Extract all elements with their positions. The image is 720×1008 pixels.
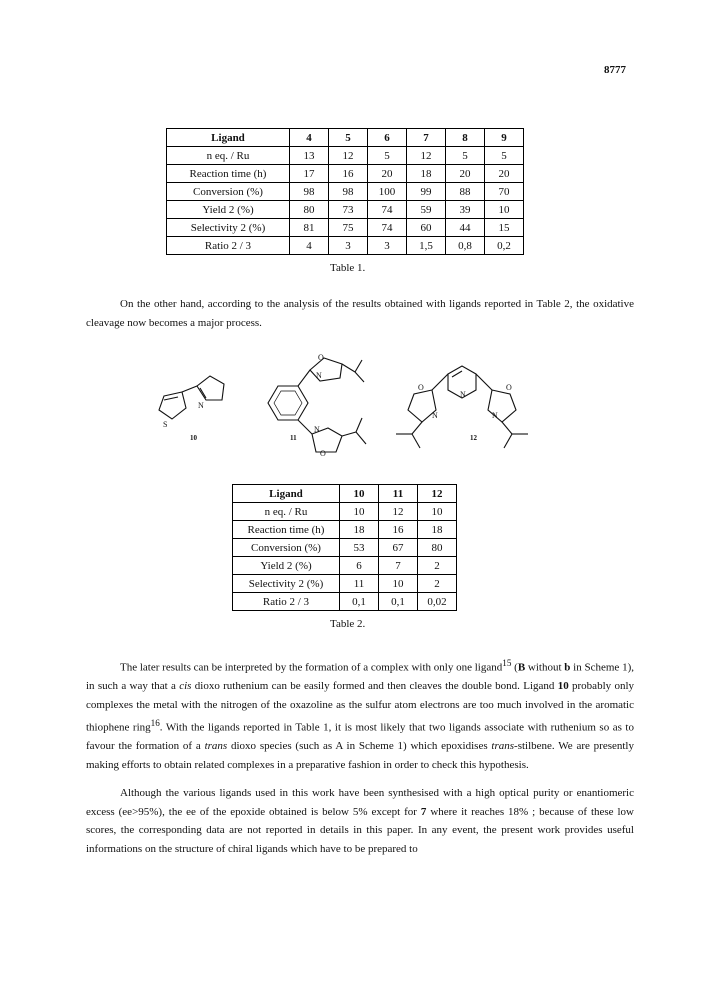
table-header-cell: 10	[340, 485, 379, 503]
table-cell: 74	[368, 201, 407, 219]
table-row-label: Conversion (%)	[233, 539, 340, 557]
table-cell: 20	[446, 165, 485, 183]
table-row	[233, 503, 457, 521]
table-cell: 99	[407, 183, 446, 201]
table-row	[233, 521, 457, 539]
table-row	[233, 575, 457, 593]
table-cell: 7	[379, 557, 418, 575]
table-cell: 10	[418, 503, 457, 521]
ligand-10-structure	[159, 376, 224, 419]
atom-nitrogen-label: N	[460, 390, 466, 399]
table-header-cell: Ligand	[167, 129, 290, 147]
table-cell: 39	[446, 201, 485, 219]
table-row-label: Yield 2 (%)	[233, 557, 340, 575]
table-cell: 18	[340, 521, 379, 539]
table-cell: 17	[290, 165, 329, 183]
table-cell: 0,8	[446, 237, 485, 255]
atom-nitrogen-label: N	[432, 411, 438, 420]
table-row	[167, 237, 524, 255]
table-row-label: Reaction time (h)	[233, 521, 340, 539]
table-row	[233, 557, 457, 575]
table-row	[167, 183, 524, 201]
table-2	[232, 484, 457, 611]
table-cell: 13	[290, 147, 329, 165]
atom-nitrogen-label: N	[314, 425, 320, 434]
table-cell: 74	[368, 219, 407, 237]
table-cell: 2	[418, 575, 457, 593]
table-1-caption: Table 1.	[330, 262, 366, 274]
table-row	[167, 201, 524, 219]
table-cell: 98	[329, 183, 368, 201]
table-cell: 18	[407, 165, 446, 183]
table-row-label: Reaction time (h)	[167, 165, 290, 183]
table-cell: 100	[368, 183, 407, 201]
table-cell: 80	[418, 539, 457, 557]
table-cell: 16	[379, 521, 418, 539]
table-cell: 5	[485, 147, 524, 165]
atom-nitrogen-label: N	[316, 371, 322, 380]
atom-oxygen-label: O	[320, 449, 326, 458]
table-row-label: Selectivity 2 (%)	[167, 219, 290, 237]
table-cell: 3	[368, 237, 407, 255]
table-cell: 98	[290, 183, 329, 201]
table-cell: 44	[446, 219, 485, 237]
table-row	[233, 593, 457, 611]
table-2-caption: Table 2.	[330, 618, 366, 630]
table-cell: 15	[485, 219, 524, 237]
table-header-cell: 4	[290, 129, 329, 147]
table-cell: 10	[485, 201, 524, 219]
page-number: 8777	[604, 64, 626, 76]
table-cell: 3	[329, 237, 368, 255]
compound-label-10: 10	[190, 434, 197, 442]
table-cell: 12	[407, 147, 446, 165]
compound-label-12: 12	[470, 434, 477, 442]
table-cell: 59	[407, 201, 446, 219]
atom-oxygen-label: O	[506, 383, 512, 392]
compound-label-11: 11	[290, 434, 297, 442]
table-header-cell: Ligand	[233, 485, 340, 503]
table-cell: 60	[407, 219, 446, 237]
table-header-cell: 9	[485, 129, 524, 147]
table-row-label: n eq. / Ru	[167, 147, 290, 165]
table-cell: 11	[340, 575, 379, 593]
table-header-cell: 11	[379, 485, 418, 503]
atom-oxygen-label: O	[418, 383, 424, 392]
table-row-label: n eq. / Ru	[233, 503, 340, 521]
atom-nitrogen-label: N	[492, 411, 498, 420]
table-cell: 53	[340, 539, 379, 557]
paragraph-optical-purity: Although the various ligands used in this work have been synthesised with a high optical purity or enantiomeric excess (ee>95%), the ee of the epoxide obtained is below 5% except for 7 where it reaches 18% ; because of these low scores, the corresponding data are not reported in details in this paper. In any event, the present work provides useful informations on the structure of chiral ligands which have to be prepared to	[86, 787, 634, 855]
table-row-label: Yield 2 (%)	[167, 201, 290, 219]
table-1	[166, 128, 524, 255]
table-cell: 0,02	[418, 593, 457, 611]
table-row	[167, 147, 524, 165]
table-header-row	[167, 129, 524, 147]
table-cell: 6	[340, 557, 379, 575]
table-row	[167, 219, 524, 237]
table-row	[167, 165, 524, 183]
ligand-structures-scheme	[150, 348, 570, 460]
paragraph-oxidative-cleavage: On the other hand, according to the analysis of the results obtained with ligands reported in Table 2, the oxidative cleavage now becomes a major process.	[86, 298, 634, 329]
table-cell: 0,1	[340, 593, 379, 611]
table-cell: 10	[340, 503, 379, 521]
table-cell: 81	[290, 219, 329, 237]
table-cell: 20	[485, 165, 524, 183]
table-header-cell: 12	[418, 485, 457, 503]
table-header-cell: 8	[446, 129, 485, 147]
table-header-cell: 6	[368, 129, 407, 147]
table-cell: 0,2	[485, 237, 524, 255]
atom-nitrogen-label: N	[198, 401, 204, 410]
table-cell: 1,5	[407, 237, 446, 255]
table-row	[233, 539, 457, 557]
table-cell: 5	[368, 147, 407, 165]
table-cell: 2	[418, 557, 457, 575]
table-cell: 16	[329, 165, 368, 183]
table-cell: 67	[379, 539, 418, 557]
atom-sulfur-label: S	[163, 420, 168, 429]
table-row-label: Ratio 2 / 3	[233, 593, 340, 611]
table-cell: 0,1	[379, 593, 418, 611]
paragraph-interpretation: The later results can be interpreted by the formation of a complex with only one ligand$^{15}$ (B without b in Scheme 1), in such a way that a cis dioxo ruthenium can be easily formed and then cleaves the double bond. Ligand 10 probably only complexes the metal with the nitrogen of the oxazoline as the sulfur atom electrons are too much involved in the aromatic thiophene ring$^{16}$. With the ligands reported in Table 1, it is most likely that two ligands associate with ruthenium so as to favour the formation of a trans dioxo species (such as A in Scheme 1) which epoxidises trans-stilbene. We are presently making efforts to obtain related complexes in a preparative fashion in order to check this hypothesis.	[86, 658, 634, 771]
table-header-cell: 5	[329, 129, 368, 147]
table-row-label: Selectivity 2 (%)	[233, 575, 340, 593]
table-cell: 18	[418, 521, 457, 539]
table-cell: 73	[329, 201, 368, 219]
table-cell: 4	[290, 237, 329, 255]
table-cell: 20	[368, 165, 407, 183]
table-cell: 12	[329, 147, 368, 165]
table-cell: 75	[329, 219, 368, 237]
table-cell: 88	[446, 183, 485, 201]
table-cell: 70	[485, 183, 524, 201]
ligand-12-structure	[396, 366, 528, 448]
table-cell: 80	[290, 201, 329, 219]
table-cell: 10	[379, 575, 418, 593]
table-cell: 12	[379, 503, 418, 521]
table-cell: 5	[446, 147, 485, 165]
table-header-cell: 7	[407, 129, 446, 147]
table-header-row	[233, 485, 457, 503]
atom-oxygen-label: O	[318, 353, 324, 362]
table-row-label: Conversion (%)	[167, 183, 290, 201]
table-row-label: Ratio 2 / 3	[167, 237, 290, 255]
